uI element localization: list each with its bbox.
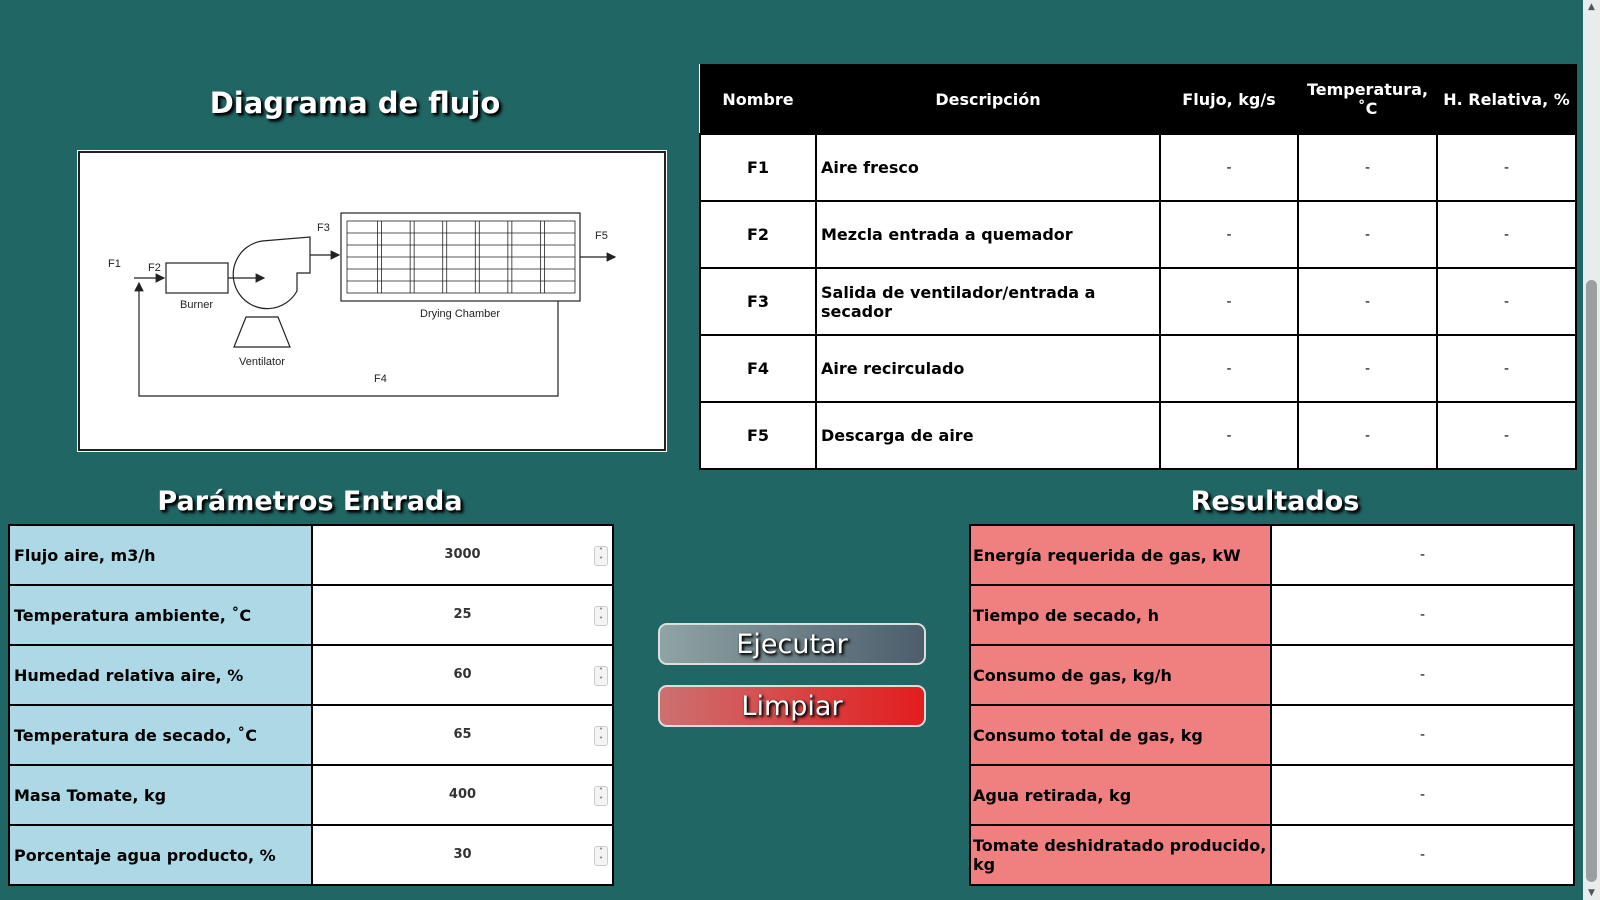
spinner-icon[interactable]: ˄ ˅ (594, 606, 608, 626)
stream-description: Salida de ventilador/entrada a secador (816, 268, 1160, 335)
stream-description: Descarga de aire (816, 402, 1160, 469)
param-input-cell (312, 525, 613, 585)
param-row (9, 585, 613, 645)
param-row (9, 705, 613, 765)
flow-diagram (78, 151, 666, 451)
result-value: - (1271, 645, 1574, 705)
result-label: Agua retirada, kg (970, 765, 1271, 825)
stream-name: F4 (700, 335, 816, 402)
clear-button[interactable]: Limpiar (658, 685, 926, 727)
result-value: - (1271, 765, 1574, 825)
spinner-icon[interactable]: ˄ ˅ (594, 666, 608, 686)
result-row (970, 585, 1574, 645)
spinner-icon[interactable]: ˄ ˅ (594, 726, 608, 746)
stream-flow: - (1160, 134, 1298, 201)
stream-humidity: - (1437, 268, 1576, 335)
param-input-cell (312, 645, 613, 705)
param-label: Porcentaje agua producto, % (9, 825, 312, 885)
stream-humidity: - (1437, 201, 1576, 268)
param-label: Flujo aire, m3/h (9, 525, 312, 585)
spinner-icon[interactable]: ˄ ˅ (594, 546, 608, 566)
param-input-cell (312, 825, 613, 885)
stream-temperature: - (1298, 402, 1437, 469)
stream-flow: - (1160, 335, 1298, 402)
label-f3: F3 (317, 222, 330, 234)
result-label: Tomate deshidratado producido, kg (970, 825, 1271, 885)
air-humidity-input[interactable]: 60 (453, 667, 472, 682)
run-button[interactable]: Ejecutar (658, 623, 926, 665)
ambient-temperature-input[interactable]: 25 (453, 607, 472, 622)
result-row (970, 525, 1574, 585)
burner-box (166, 263, 228, 293)
result-row (970, 825, 1574, 885)
label-f4: F4 (374, 373, 387, 385)
stream-name: F1 (700, 134, 816, 201)
result-label: Consumo total de gas, kg (970, 705, 1271, 765)
params-table (8, 524, 614, 886)
stream-name: F3 (700, 268, 816, 335)
stream-flow: - (1160, 201, 1298, 268)
param-row (9, 765, 613, 825)
result-label: Tiempo de secado, h (970, 585, 1271, 645)
param-label: Masa Tomate, kg (9, 765, 312, 825)
tomato-mass-input[interactable]: 400 (448, 787, 477, 802)
diagram-title: Diagrama de flujo (209, 86, 501, 120)
param-row (9, 645, 613, 705)
stream-description: Aire fresco (816, 134, 1160, 201)
label-drying-chamber: Drying Chamber (420, 308, 501, 320)
param-label: Temperatura de secado, ˚C (9, 705, 312, 765)
scroll-up-icon[interactable]: ▲ (1588, 2, 1595, 12)
label-f5: F5 (595, 230, 608, 242)
stream-description: Aire recirculado (816, 335, 1160, 402)
param-label: Temperatura ambiente, ˚C (9, 585, 312, 645)
results-title: Resultados (1190, 486, 1360, 517)
label-f2: F2 (148, 262, 161, 274)
stream-flow: - (1160, 268, 1298, 335)
streams-header-row (700, 65, 1576, 135)
stream-name: F2 (700, 201, 816, 268)
stream-temperature: - (1298, 201, 1437, 268)
param-input-cell (312, 585, 613, 645)
result-label: Energía requerida de gas, kW (970, 525, 1271, 585)
result-row (970, 645, 1574, 705)
label-burner: Burner (180, 299, 214, 311)
result-label: Consumo de gas, kg/h (970, 645, 1271, 705)
result-row (970, 705, 1574, 765)
results-table (969, 524, 1575, 886)
spinner-icon[interactable]: ˄ ˅ (594, 846, 608, 866)
ventilator-base (234, 317, 290, 347)
table-row (700, 402, 1576, 469)
ventilator-shape (233, 237, 310, 309)
spinner-icon[interactable]: ˄ ˅ (594, 786, 608, 806)
header-temperature: Temperatura, ˚C (1298, 65, 1437, 135)
air-flow-input[interactable]: 3000 (444, 547, 481, 562)
label-ventilator: Ventilator (239, 356, 285, 368)
stream-temperature: - (1298, 134, 1437, 201)
result-value: - (1271, 525, 1574, 585)
stream-flow: - (1160, 402, 1298, 469)
stream-name: F5 (700, 402, 816, 469)
scroll-down-icon[interactable]: ▼ (1588, 888, 1595, 898)
streams-table (699, 64, 1577, 470)
table-row (700, 268, 1576, 335)
result-value: - (1271, 705, 1574, 765)
header-description: Descripción (816, 65, 1160, 135)
header-name: Nombre (700, 65, 816, 135)
flow-diagram-svg (80, 153, 664, 449)
result-value: - (1271, 825, 1574, 885)
result-value: - (1271, 585, 1574, 645)
param-input-cell (312, 705, 613, 765)
stream-description: Mezcla entrada a quemador (816, 201, 1160, 268)
param-row (9, 525, 613, 585)
stream-temperature: - (1298, 335, 1437, 402)
param-input-cell (312, 765, 613, 825)
table-row (700, 201, 1576, 268)
stream-humidity: - (1437, 134, 1576, 201)
stream-temperature: - (1298, 268, 1437, 335)
table-row (700, 134, 1576, 201)
scrollbar-thumb[interactable] (1586, 280, 1597, 882)
header-humidity: H. Relativa, % (1437, 65, 1576, 135)
params-title: Parámetros Entrada (157, 486, 463, 517)
stream-humidity: - (1437, 402, 1576, 469)
table-row (700, 335, 1576, 402)
stream-humidity: - (1437, 335, 1576, 402)
label-f1: F1 (108, 258, 121, 270)
drying-temperature-input[interactable]: 65 (453, 727, 472, 742)
product-water-input[interactable]: 30 (453, 847, 472, 862)
header-flow: Flujo, kg/s (1160, 65, 1298, 135)
param-row (9, 825, 613, 885)
param-label: Humedad relativa aire, % (9, 645, 312, 705)
result-row (970, 765, 1574, 825)
